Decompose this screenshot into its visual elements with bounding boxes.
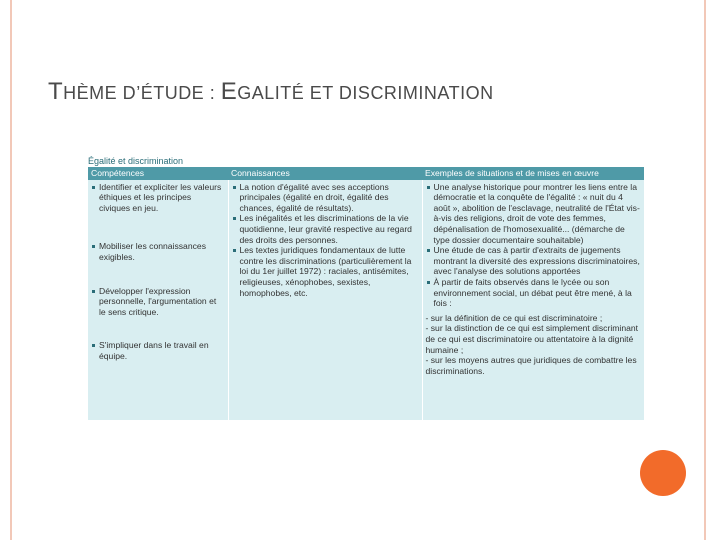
list-item: S'impliquer dans le travail en équipe. — [99, 340, 225, 361]
table-image — [88, 156, 644, 422]
title-part: ÉTUDE — [140, 83, 205, 103]
list-item: Développer l'expression personnelle, l'argumentation et le sens critique. — [99, 286, 225, 318]
dash-item: - sur les moyens autres que juridiques de combattre les discriminations. — [425, 355, 637, 376]
list-item: La notion d'égalité avec ses acceptions principales (égalité en droit, égalité des chances, égalité de résultats). — [240, 182, 419, 214]
decorative-circle — [640, 450, 686, 496]
title-part: T — [48, 78, 64, 105]
header-exemples: Exemples de situations et de mises en œuvre — [422, 167, 644, 180]
cell-competences — [88, 180, 228, 420]
title-part: HÈME D — [63, 83, 137, 103]
title-part: E — [220, 78, 238, 105]
debate-points — [426, 313, 642, 377]
title-part: : — [204, 83, 221, 103]
list-item: Une analyse historique pour montrer les liens entre la démocratie et la conquête de l'égalité : « nuit du 4 août », abolition de l'esclavage, neutralité de l'État vis-à-vis des religions, droit de vote des femmes, dépénalisation de l'homosexualité... (démarche de type dossier documentaire souhaitable) — [433, 181, 640, 245]
header-competences: Compétences — [88, 167, 228, 180]
list-item: À partir de faits observés dans le lycée ou son environnement social, un débat peut être mené, à la fois : — [434, 277, 642, 309]
cell-connaissances — [228, 180, 422, 420]
list-item: Mobiliser les connaissances exigibles. — [99, 241, 225, 262]
title-part: GALITÉ ET DISCRIMINATION — [237, 83, 494, 103]
curriculum-table — [88, 167, 644, 420]
list-item: Une étude de cas à partir d'extraits de jugements montrant la diversité des expressions discriminatoires, avec l'analyse des solutions apportées — [433, 245, 640, 277]
header-connaissances: Connaissances — [228, 167, 422, 180]
slide-title — [48, 78, 494, 106]
table-caption: Égalité et discrimination — [88, 156, 184, 166]
list-item: Identifier et expliciter les valeurs éthiques et les principes civiques en jeu. — [99, 182, 225, 214]
list-item: Les textes juridiques fondamentaux de lutte contre les discriminations (particulièrement la loi du 1er juillet 1972) : raciales, antisémites, religieuses, xénophobes, sexistes, homophobes, etc. — [240, 245, 419, 298]
dash-item: - sur la définition de ce qui est discriminatoire ; — [425, 312, 603, 323]
list-item: Les inégalités et les discriminations de la vie quotidienne, leur gravité respective au regard des droits des personnes. — [240, 213, 419, 245]
title-part: ’ — [136, 83, 141, 103]
cell-exemples — [422, 180, 644, 420]
table-row — [88, 180, 644, 420]
dash-item: - sur la distinction de ce qui est simplement discriminant de ce qui est discriminatoire ou attentatoire à la dignité humaine ; — [425, 323, 639, 355]
table-header-row — [88, 167, 644, 180]
